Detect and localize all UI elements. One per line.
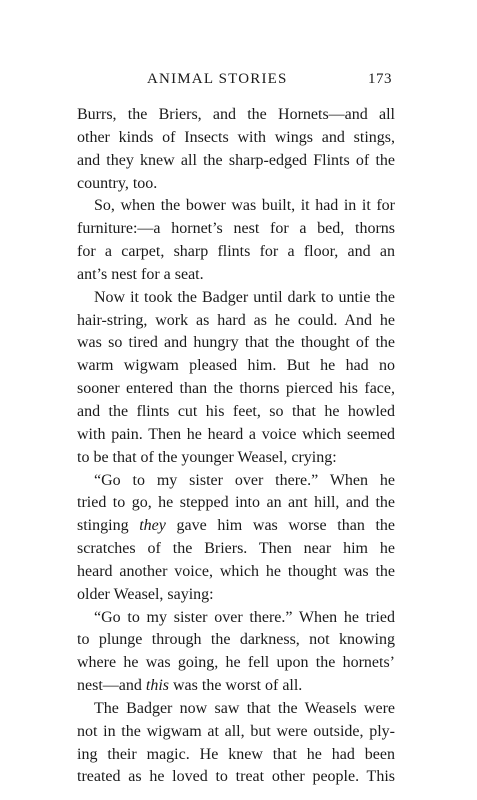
text-line: was so tired and hungry that the thought of the bbox=[77, 334, 395, 352]
text-line: tried to go, he stepped into an ant hill, and the bbox=[77, 494, 395, 512]
paragraph bbox=[77, 287, 395, 470]
text-line: other kinds of Insects with wings and stings, bbox=[77, 128, 395, 146]
text-line: ing their magic. He knew that he had been bbox=[77, 745, 395, 763]
body-text bbox=[77, 104, 395, 789]
text-line: Burrs, the Briers, and the Hornets—and all bbox=[77, 106, 395, 123]
text-line: where he was going, he fell upon the hornets’ bbox=[77, 654, 395, 672]
running-head: ANIMAL STORIES bbox=[147, 71, 288, 87]
italic-word: they bbox=[139, 517, 166, 535]
italic-word: this bbox=[145, 677, 169, 695]
text-line: treated as he loved to treat other people. This bbox=[77, 768, 395, 786]
text-line: nest—and this was the worst of all. bbox=[77, 677, 303, 695]
text-line: with pain. Then he heard a voice which seemed bbox=[77, 425, 395, 443]
text-line: to be that of the younger Weasel, crying: bbox=[77, 448, 337, 466]
text-line: to plunge through the darkness, not knowing bbox=[77, 631, 395, 649]
text-line: scratches of the Briers. Then near him he bbox=[77, 540, 395, 558]
text-line: ant’s nest for a seat. bbox=[77, 265, 204, 283]
text-line: furniture:—a hornet’s nest for a bed, thorns bbox=[77, 220, 395, 238]
paragraph bbox=[77, 104, 395, 195]
page-number: 173 bbox=[368, 71, 392, 87]
text-line: The Badger now saw that the Weasels were bbox=[94, 699, 395, 717]
text-line: and the flints cut his feet, so that he howled bbox=[77, 402, 395, 420]
page-header bbox=[0, 71, 477, 91]
text-line: for a carpet, sharp flints for a floor, and an bbox=[77, 243, 395, 261]
text-line: country, too. bbox=[77, 174, 158, 192]
text-line: heard another voice, which he thought was the bbox=[77, 562, 395, 580]
paragraph bbox=[77, 195, 395, 286]
text-line: Now it took the Badger until dark to untie the bbox=[94, 288, 395, 306]
text-line: warm wigwam pleased him. But he had no bbox=[77, 357, 395, 375]
text-line: hair-string, work as hard as he could. And he bbox=[77, 311, 395, 329]
paragraph bbox=[77, 470, 395, 607]
text-line: and they knew all the sharp-edged Flints of the bbox=[77, 151, 395, 169]
text-line: So, when the bower was built, it had in it for bbox=[94, 197, 395, 215]
text-line: older Weasel, saying: bbox=[77, 585, 214, 603]
text-line: not in the wigwam at all, but were outside, ply- bbox=[77, 722, 395, 740]
paragraph bbox=[77, 607, 395, 698]
text-line: “Go to my sister over there.” When he bbox=[94, 471, 395, 489]
text-line: sooner entered than the thorns pierced his face, bbox=[77, 380, 395, 398]
paragraph bbox=[77, 698, 395, 789]
text-line: “Go to my sister over there.” When he tried bbox=[94, 608, 395, 626]
text-line: stinging they gave him was worse than the bbox=[77, 517, 396, 535]
